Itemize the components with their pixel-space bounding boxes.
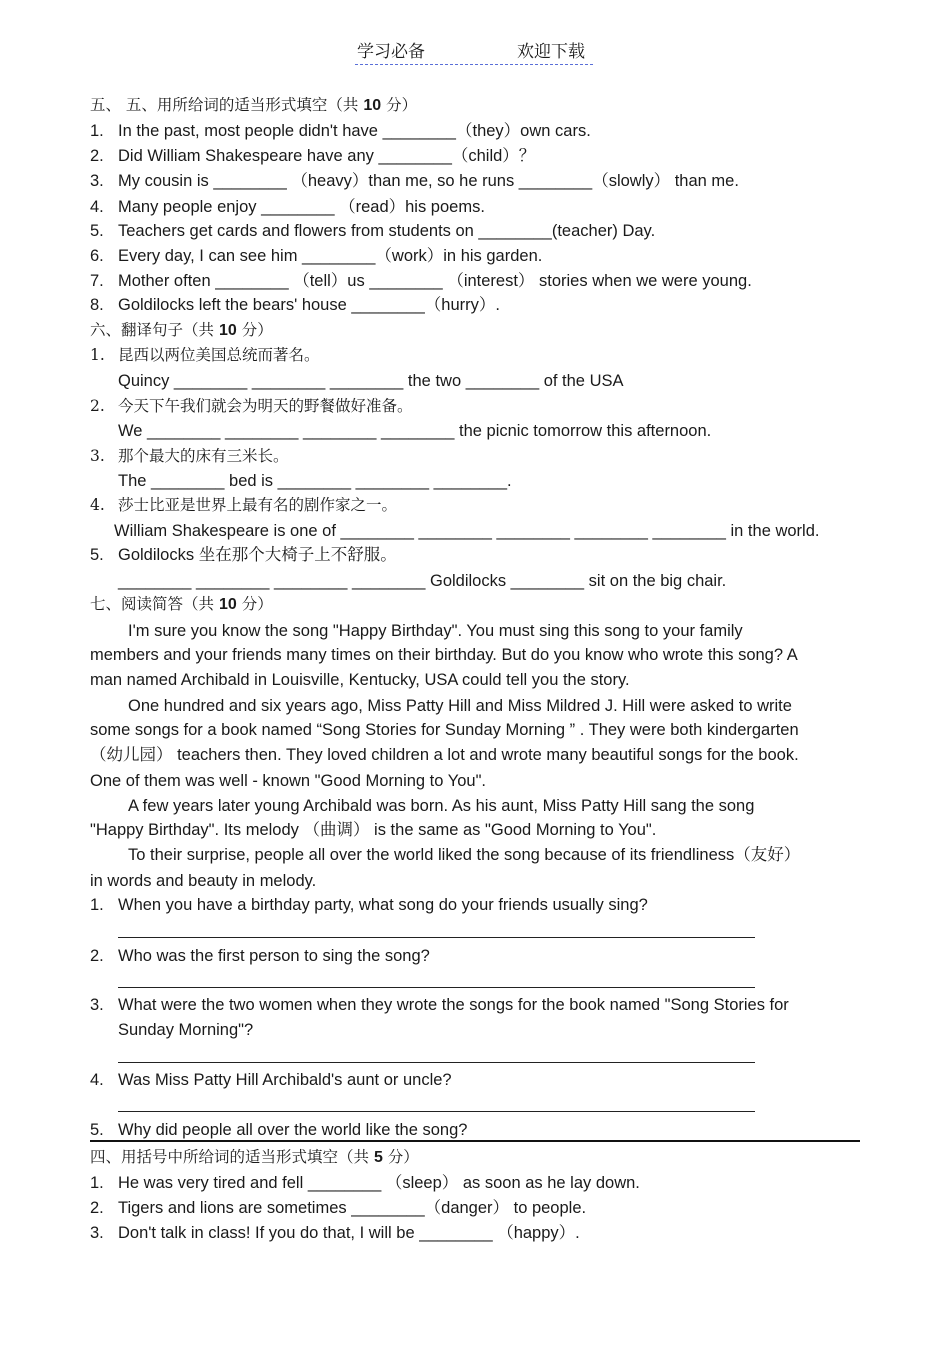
header-left-text: 学习必备 <box>357 42 425 62</box>
section-divider <box>90 1140 860 1142</box>
passage-line: One of them was well - known "Good Morning to You". <box>90 772 487 790</box>
passage-line: members and your friends many times on their birthday. But do you know who wrote this song? A <box>90 646 798 664</box>
section-7-title: 七、阅读简答（共 10 分） <box>90 595 273 613</box>
passage-line: in words and beauty in melody. <box>90 872 317 890</box>
page-header <box>355 40 593 65</box>
section-5-title: 五、 五、用所给词的适当形式填空（共 10 分） <box>90 96 418 114</box>
passage-line: "Happy Birthday". Its melody （曲调） is the same as "Good Morning to You". <box>90 821 657 839</box>
answer-line[interactable] <box>118 937 755 938</box>
header-right-text: 欢迎下载 <box>517 42 585 62</box>
section-4-title: 四、用括号中所给词的适当形式填空（共 5 分） <box>90 1148 419 1166</box>
passage-line: man named Archibald in Louisville, Kentucky, USA could tell you the story. <box>90 671 630 689</box>
answer-line[interactable] <box>118 987 755 988</box>
answer-line[interactable] <box>118 1111 755 1112</box>
answer-line[interactable] <box>118 1062 755 1063</box>
section-6-title: 六、翻译句子（共 10 分） <box>90 321 273 339</box>
passage-line: some songs for a book named “Song Stories for Sunday Morning ” . They were both kindergarten <box>90 721 799 739</box>
passage-line: （幼儿园） teachers then. They loved children a lot and wrote many beautiful songs for the book. <box>90 746 799 764</box>
worksheet-page: 学习必备 欢迎下载 五、 五、用所给词的适当形式填空（共 10 分） 1. In the past, most people didn't have ________（they）own cars. 2. Did William Shakespeare have any ________（child）？ 3. My cousin is ________ （heavy）than me, so he runs ________（slowly） than me. 4. Many people enjoy ________ （read）his poems. 5. Teachers get cards and flowers from students on ________(teacher) Day. 6. Every day, I can see him ________（work）in his garden. 7. Mother often ________ （tell）us ________ （interest） stories when we were young. 8. Goldilocks left the bears' house ________（hurry）. 六、翻译句子（共 10 分） 1. 昆西以两位美国总统而著名。 Quincy ________ ________ ________ the two ________ of the USA 2. 今天下午我们就会为明天的野餐做好准备。 We ________ ________ ________ ________ the picnic tomorrow this afternoon. 3. 那个最大的床有三米长。 The ________ bed is ________ ________ ________. 4. 莎士比亚是世界上最有名的剧作家之一。 William Shakespeare is one of ________ ________ ________ ________ ________ in the world. 5. Goldilocks 坐在那个大椅子上不舒服。 ________ ________ ________ ________ Goldilocks ________ sit on the big chair. 七、阅读简答（共 10 分） I'm sure you know the song "Happy Birthday". You must sing this song to your family members and your friends many times on their birthday. But do you know who wrote this song? A man named Archibald in Louisville, Kentucky, USA could tell you the story. One hundred and six years ago, Miss Patty Hill and Miss Mildred J. Hill were asked to write some songs for a book named “Song Stories for Sunday Morning ” . They were both kindergarten （幼儿园） teachers then. They loved children a lot and wrote many beautiful songs for the book. One of them was well - known "Good Morning to You". A few years later young Archibald was born. As his aunt, Miss Patty Hill sang the song "Happy Birthday". Its melody （曲调） is the same as "Good Morning to You". To their surprise, people all over the world liked the song because of its friendliness（友好） in words and beauty in melody. 1. When you have a birthday party, what song do your friends usually sing? 2. Who was the first person to sing the song? 3. What were the two women when they wrote the songs for the book named "Song Stories for Sunday Morning"? 4. Was Miss Patty Hill Archibald's aunt or uncle? 5. Why did people all over the world like the song? 四、用括号中所给词的适当形式填空（共 5 分） 1. He was very tired and fell ________ （sleep） as soon as he lay down. 2. Tigers and lions are sometimes ________（danger） to people. 3. Don't talk in class! If you do that, I will be ________ （happy）. <box>0 0 950 1345</box>
